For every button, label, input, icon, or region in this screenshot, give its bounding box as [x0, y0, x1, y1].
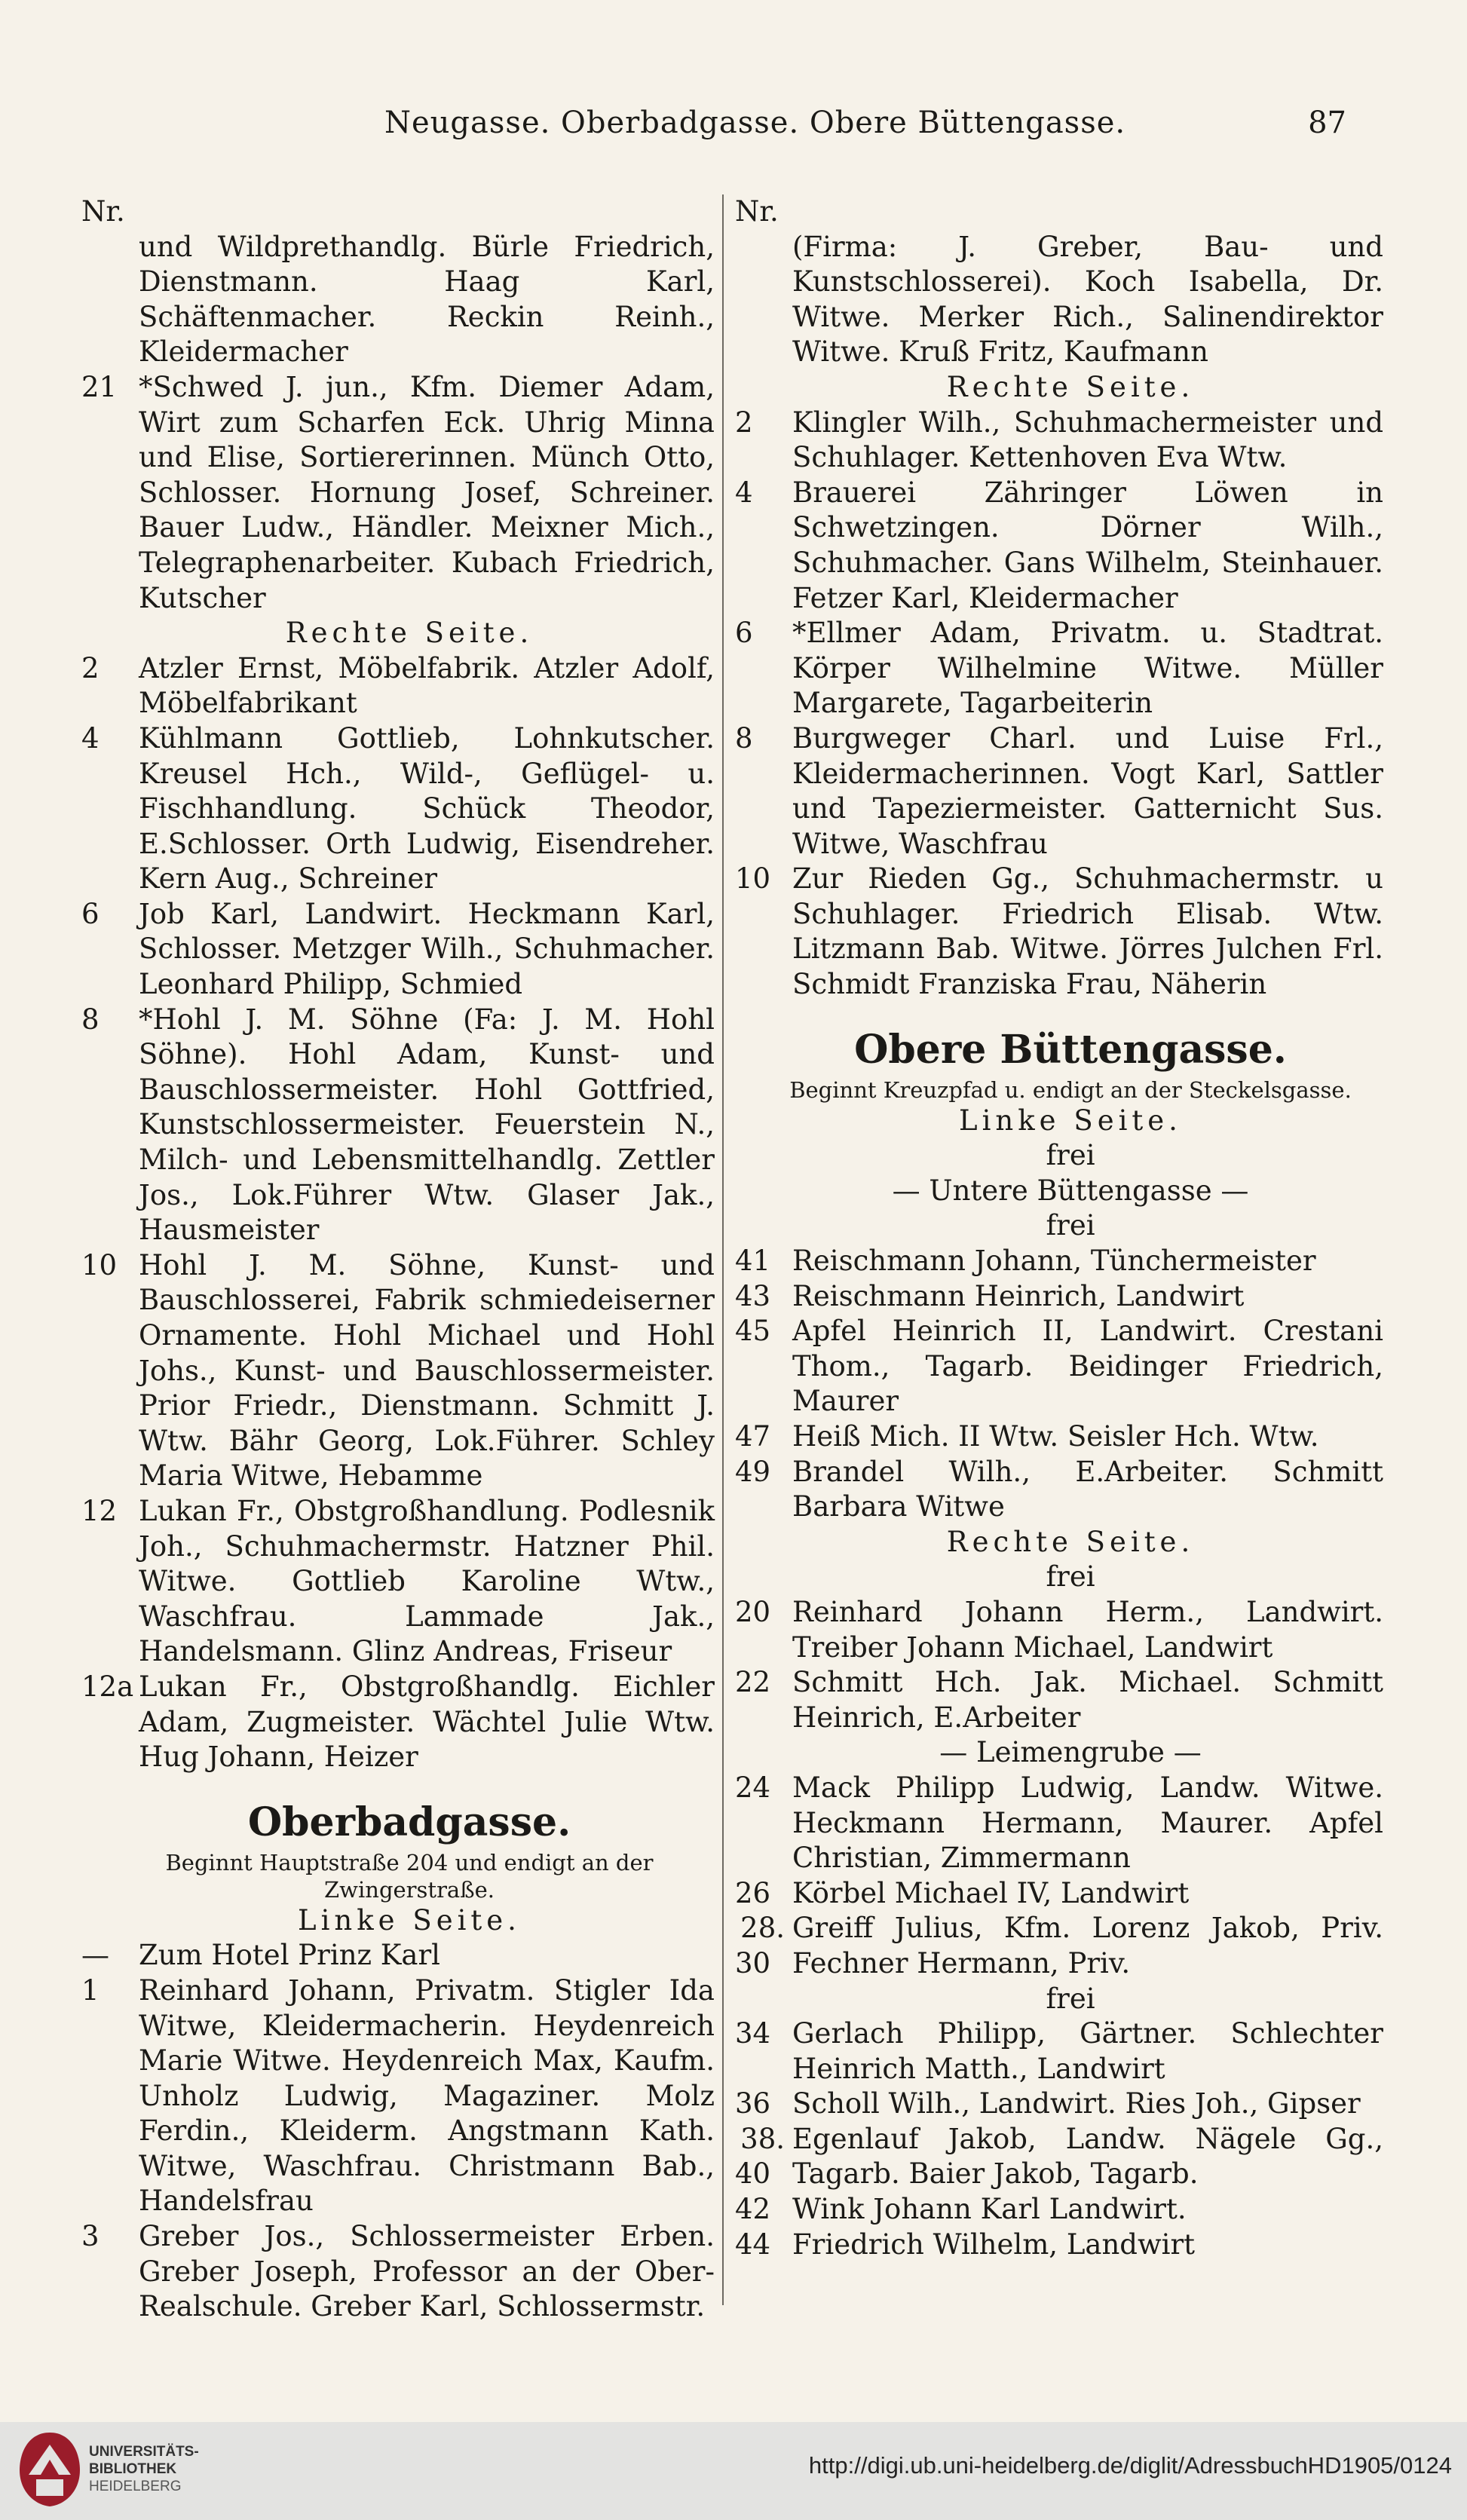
list-item — [735, 2122, 1383, 2192]
list-item — [735, 2016, 1383, 2087]
house-number: 12 — [81, 1494, 118, 1527]
nr-label: Nr. — [81, 195, 125, 228]
university-seal-icon — [14, 2430, 86, 2509]
resident-text: Greber Jos., Schlossermeister Erben. Greber Joseph, Professor an der Ober-Realschule. Greber Karl, Schlossermstr. — [139, 2220, 715, 2323]
list-item — [735, 616, 1383, 721]
list-item — [735, 2228, 1383, 2263]
library-logo-text — [89, 2443, 199, 2495]
side-heading-right: Rechte Seite. — [285, 617, 534, 650]
house-number: 41 — [735, 1245, 771, 1278]
resident-text: Brauerei Zähringer Löwen in Schwetzingen. Dörner Wilh., Schuhmacher. Gans Wilhelm, Steinhauer. Fetzer Karl, Kleidermacher — [792, 476, 1383, 614]
entry-list — [81, 1938, 715, 2325]
list-item — [81, 721, 715, 897]
resident-text: Apfel Heinrich II, Landwirt. Crestani Thom., Tagarb. Beidinger Friedrich, Maurer — [792, 1315, 1383, 1418]
page-header — [0, 106, 1467, 151]
street-title: Oberbadgasse. — [247, 1799, 571, 1845]
list-item — [81, 651, 715, 721]
source-url-link[interactable]: http://digi.ub.uni-heidelberg.de/diglit/AdressbuchHD1905/0124 — [808, 2452, 1452, 2479]
list-item — [735, 476, 1383, 616]
house-number: 4 — [735, 476, 753, 509]
house-number: 8 — [81, 1003, 100, 1036]
list-item — [735, 1771, 1383, 1876]
resident-text: Lukan Fr., Obstgroßhandlg. Eichler Adam, Zugmeister. Wächtel Julie Wtw. Hug Johann, Heizer — [139, 1670, 715, 1774]
resident-text: Reinhard Johann Herm., Landwirt. Treiber Johann Michael, Landwirt — [792, 1595, 1383, 1664]
resident-text: Job Karl, Landwirt. Heckmann Karl, Schlosser. Metzger Wilh., Schuhmacher. Leonhard Philipp, Schmied — [139, 897, 715, 1001]
house-number: 1 — [81, 1973, 100, 2007]
continuation-text: und Wildprethandlg. Bürle Friedrich, Dienstmann. Haag Karl, Schäftenmacher. Reckin Reinh., Kleidermacher — [139, 230, 715, 369]
list-item — [735, 406, 1383, 476]
resident-text: Greiff Julius, Kfm. Lorenz Jakob, Priv. Fechner Hermann, Priv. — [792, 1912, 1383, 1980]
resident-text: Burgweger Charl. und Luise Frl., Kleidermacherinnen. Vogt Karl, Sattler und Tapeziermeister. Gatternicht Sus. Witwe, Waschfrau — [792, 721, 1383, 860]
house-number: 10 — [735, 862, 771, 896]
house-number: 6 — [81, 897, 100, 930]
house-number: 3 — [81, 2220, 100, 2253]
list-item — [735, 1665, 1383, 1735]
house-number: 6 — [735, 617, 753, 650]
page-number: 87 — [1308, 106, 1346, 140]
logo-line: HEIDELBERG — [89, 2479, 182, 2494]
side-heading-right: Rechte Seite. — [946, 1525, 1195, 1558]
house-number: 2 — [735, 406, 753, 439]
resident-text: *Ellmer Adam, Privatm. u. Stadtrat. Körper Wilhelmine Witwe. Müller Margarete, Tagarbeiterin — [792, 617, 1383, 720]
house-number: 47 — [735, 1420, 771, 1453]
footer-bar — [0, 2422, 1467, 2520]
resident-text: Reischmann Johann, Tünchermeister — [792, 1245, 1316, 1278]
left-column — [81, 194, 715, 2325]
house-number: 42 — [735, 2193, 771, 2226]
entry-list — [735, 1771, 1383, 1982]
resident-text: Klingler Wilh., Schuhmachermeister und Schuhlager. Kettenhoven Eva Wtw. — [792, 406, 1383, 474]
resident-text: Mack Philipp Ludwig, Landw. Witwe. Heckmann Hermann, Maurer. Apfel Christian, Zimmermann — [792, 1771, 1383, 1875]
street-title: Obere Büttengasse. — [854, 1026, 1287, 1073]
resident-text: Wink Johann Karl Landwirt. — [792, 2193, 1187, 2226]
entry-list — [735, 406, 1383, 1003]
frei-marker: frei — [1046, 1982, 1095, 2015]
list-item — [735, 2192, 1383, 2228]
house-number: 20 — [735, 1595, 771, 1628]
resident-text: Brandel Wilh., E.Arbeiter. Schmitt Barbara Witwe — [792, 1455, 1383, 1523]
frei-marker: frei — [1046, 1209, 1095, 1242]
house-number: 22 — [735, 1666, 771, 1699]
side-heading-right: Rechte Seite. — [946, 370, 1195, 403]
cross-street-marker: — Leimengrube — — [939, 1736, 1202, 1769]
list-item — [735, 1876, 1383, 1912]
side-heading-left: Linke Seite. — [298, 1903, 521, 1937]
street-description: Beginnt Kreuzpfad u. endigt an der Steckelsgasse. — [789, 1076, 1352, 1103]
resident-text: Reinhard Johann, Privatm. Stigler Ida Witwe, Kleidermacherin. Heydenreich Marie Witwe. Heydenreich Max, Kaufm. Unholz Ludwig, Magaziner. Molz Ferdin., Kleiderm. Angstmann Kath. Witwe, Waschfrau. Christmann Bab., Handelsfrau — [139, 1973, 715, 2218]
entry-list — [735, 1244, 1383, 1525]
running-title: Neugasse. Oberbadgasse. Obere Büttengasse. — [384, 106, 1126, 140]
side-heading-left: Linke Seite. — [959, 1104, 1182, 1137]
resident-text: Heiß Mich. II Wtw. Seisler Hch. Wtw. — [792, 1420, 1319, 1453]
resident-text: Kühlmann Gottlieb, Lohnkutscher. Kreusel Hch., Wild-, Geflügel- u. Fischhandlung. Schück Theodor, E.Schlosser. Orth Ludwig, Eisendreher. Kern Aug., Schreiner — [139, 721, 715, 896]
house-number: 36 — [735, 2087, 771, 2120]
entry-list — [735, 1595, 1383, 1735]
logo-line: UNIVERSITÄTS- — [89, 2444, 199, 2460]
nr-label: Nr. — [735, 195, 779, 228]
house-number: 12a — [81, 1670, 134, 1703]
resident-text: *Hohl J. M. Söhne (Fa: J. M. Hohl Söhne). Hohl Adam, Kunst- und Bauschlossermeister. Hohl Gottfried, Kunstschlossermeister. Feuerstein N., Milch- und Lebensmittelhandlg. Zettler Jos., Lok.Führer Wtw. Glaser Jak., Hausmeister — [139, 1003, 715, 1247]
list-item — [81, 1938, 715, 1973]
list-item — [735, 1455, 1383, 1525]
house-number: 45 — [735, 1315, 771, 1348]
cross-street-marker: — Untere Büttengasse — — [892, 1174, 1249, 1207]
list-item — [735, 1279, 1383, 1315]
house-number: 44 — [735, 2228, 771, 2261]
resident-text: Scholl Wilh., Landwirt. Ries Joh., Gipser — [792, 2087, 1361, 2120]
logo-line: BIBLIOTHEK — [89, 2461, 177, 2477]
house-number: 34 — [735, 2017, 771, 2050]
frei-marker: frei — [1046, 1560, 1095, 1594]
list-item — [735, 1911, 1383, 1981]
list-item — [735, 2087, 1383, 2122]
house-number: 28. 30 — [735, 1912, 785, 1980]
continuation-text: (Firma: J. Greber, Bau- und Kunstschlosserei). Koch Isabella, Dr. Witwe. Merker Rich., Salinendirektor Witwe. Kruß Fritz, Kaufmann — [792, 230, 1383, 369]
resident-text: Lukan Fr., Obstgroßhandlung. Podlesnik Joh., Schuhmachermstr. Hatzner Phil. Witwe. Gottlieb Karoline Wtw., Waschfrau. Lammade Jak., Handelsmann. Glinz Andreas, Friseur — [139, 1494, 715, 1668]
house-number: 10 — [81, 1248, 118, 1281]
frei-marker: frei — [1046, 1139, 1095, 1172]
house-number: 49 — [735, 1455, 771, 1488]
resident-text: *Schwed J. jun., Kfm. Diemer Adam, Wirt zum Scharfen Eck. Uhrig Minna und Elise, Sortiererinnen. Münch Otto, Schlosser. Hornung Josef, Schreiner. Bauer Ludw., Händler. Meixner Mich., Telegraphenarbeiter. Kubach Friedrich, Kutscher — [139, 370, 715, 614]
house-number: 24 — [735, 1771, 771, 1804]
list-item — [735, 1244, 1383, 1279]
list-item — [81, 370, 715, 616]
list-item — [81, 1003, 715, 1248]
entry-list — [735, 2016, 1383, 2262]
right-column — [735, 194, 1383, 2262]
list-item — [81, 1494, 715, 1670]
column-divider — [722, 194, 724, 2305]
list-item — [735, 1595, 1383, 1665]
list-item — [735, 862, 1383, 1002]
resident-text: Hohl J. M. Söhne, Kunst- und Bauschlosserei, Fabrik schmiedeiserner Ornamente. Hohl Michael und Hohl Johs., Kunst- und Bauschlossermeister. Prior Friedr., Dienstmann. Schmitt J. Wtw. Bähr Georg, Lok.Führer. Schley Maria Witwe, Hebamme — [139, 1248, 715, 1493]
resident-text: Reischmann Heinrich, Landwirt — [792, 1279, 1245, 1312]
list-item — [735, 1419, 1383, 1455]
house-number: 26 — [735, 1876, 771, 1909]
house-number: 4 — [81, 721, 100, 755]
house-number: 8 — [735, 721, 753, 755]
entry-list — [81, 651, 715, 1775]
resident-text: Zum Hotel Prinz Karl — [139, 1939, 441, 1972]
entry-list — [81, 370, 715, 616]
house-number: 2 — [81, 651, 100, 684]
resident-text: Körbel Michael IV, Landwirt — [792, 1876, 1190, 1909]
list-item — [735, 1314, 1383, 1419]
resident-text: Atzler Ernst, Möbelfabrik. Atzler Adolf, Möbelfabrikant — [139, 651, 715, 720]
list-item — [81, 1248, 715, 1494]
house-number: — — [81, 1939, 109, 1972]
list-item — [81, 1973, 715, 2219]
list-item — [81, 1670, 715, 1775]
list-item — [735, 721, 1383, 862]
street-description: Beginnt Hauptstraße 204 und endigt an der Zwingerstraße. — [165, 1849, 654, 1903]
resident-text: Schmitt Hch. Jak. Michael. Schmitt Heinrich, E.Arbeiter — [792, 1666, 1383, 1734]
resident-text: Egenlauf Jakob, Landw. Nägele Gg., Tagarb. Baier Jakob, Tagarb. — [792, 2122, 1383, 2191]
house-number: 21 — [81, 370, 118, 403]
list-item — [81, 897, 715, 1003]
resident-text: Zur Rieden Gg., Schuhmachermstr. u Schuhlager. Friedrich Elisab. Wtw. Litzmann Bab. Witwe. Jörres Julchen Frl. Schmidt Franziska Frau, Näherin — [792, 862, 1383, 1001]
resident-text: Friedrich Wilhelm, Landwirt — [792, 2228, 1196, 2261]
list-item — [81, 2219, 715, 2325]
house-number: 38. 40 — [735, 2122, 785, 2191]
resident-text: Gerlach Philipp, Gärtner. Schlechter Heinrich Matth., Landwirt — [792, 2017, 1383, 2085]
house-number: 43 — [735, 1279, 771, 1312]
